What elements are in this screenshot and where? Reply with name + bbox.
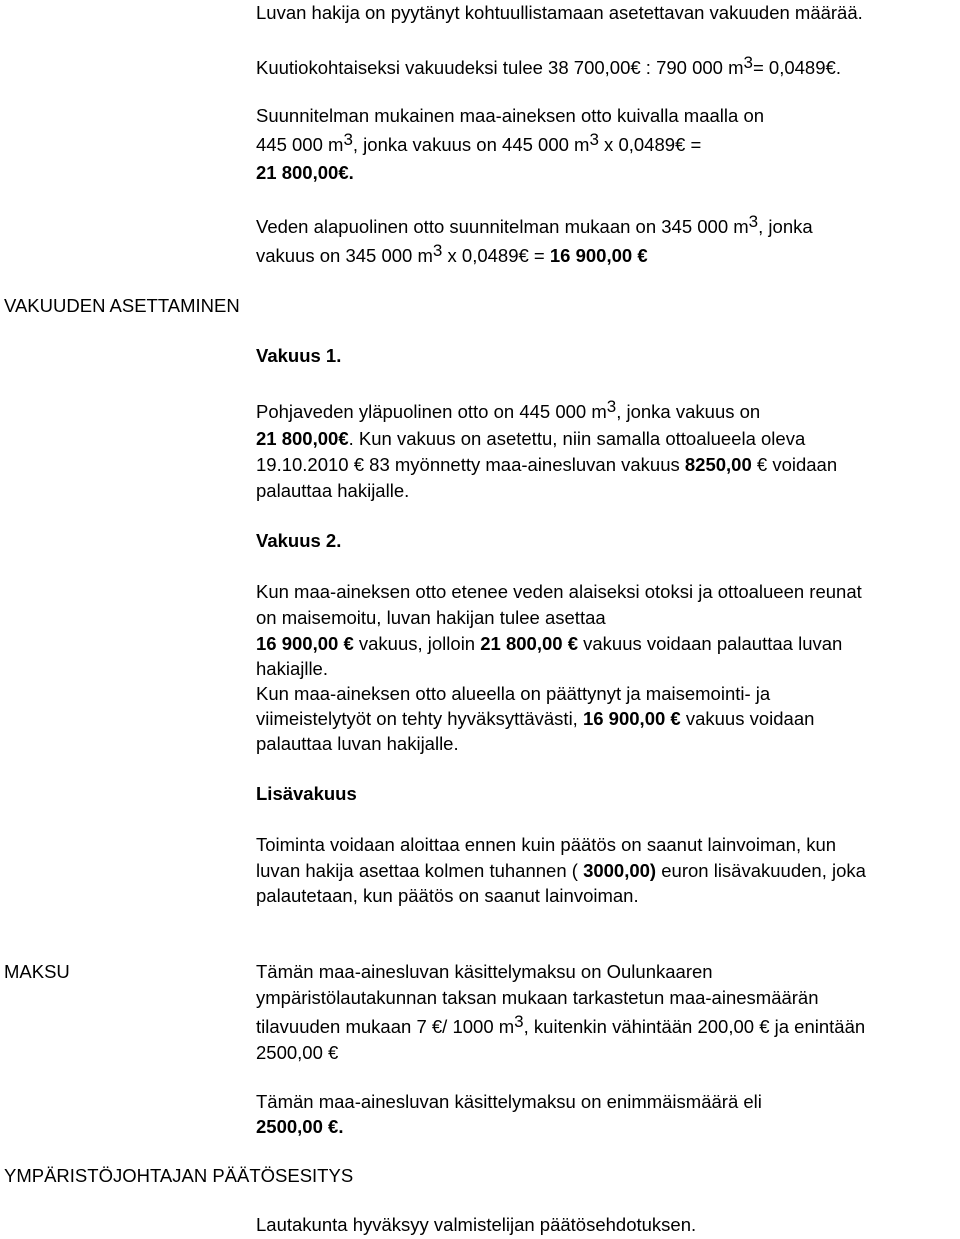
text-span: . Kun vakuus on asetettu, niin samalla ottoalueela oleva	[348, 428, 806, 449]
amount: 2500,00	[256, 1116, 323, 1137]
heading-text: Vakuus 1.	[256, 345, 342, 366]
superscript: 3	[432, 241, 443, 260]
text-span: x 0,0489	[442, 245, 519, 266]
euro-symbol: €	[353, 454, 365, 475]
euro-symbol: €	[343, 633, 354, 654]
text-span: , jonka vakuus on 445 000 m	[352, 134, 590, 155]
amount: 21 800,00	[256, 428, 339, 449]
paragraph-line	[256, 1114, 343, 1140]
euro-symbol: €	[630, 57, 641, 78]
paragraph-line: palautetaan, kun päätös on saanut lainvoiman.	[256, 885, 639, 906]
paragraph-line: palauttaa luvan hakijalle.	[256, 733, 459, 754]
paragraph-line: on maisemoitu, luvan hakijan tulee asettaa	[256, 607, 606, 628]
text-span: =	[528, 245, 550, 266]
amount: 3000,00)	[583, 860, 657, 881]
paragraph-line: Suunnitelman mukainen maa-aineksen otto kuivalla maalla on	[256, 105, 765, 126]
amount: 16 900,00	[256, 633, 339, 654]
text-span: .	[338, 1116, 344, 1137]
text-span: 19.10.2010	[256, 454, 349, 475]
text-span: vakuus voidaan	[680, 708, 815, 729]
text-span: ja enintään	[769, 1016, 866, 1037]
paragraph-line	[256, 452, 837, 478]
text-span: Veden alapuolinen otto suunnitelman mukaan on 345 000 m	[256, 216, 749, 237]
text-span: , jonka	[758, 216, 813, 237]
superscript: 3	[606, 397, 617, 416]
text-span: : 790 000 m	[640, 57, 744, 78]
amount: 16 900,00	[582, 708, 666, 729]
section-label-ymparistojohtajan-paatosesitys: YMPÄRISTÖJOHTAJAN PÄÄTÖSESITYS	[4, 1165, 354, 1186]
paragraph-line	[256, 160, 354, 186]
section-heading	[256, 781, 357, 807]
superscript: 3	[748, 212, 759, 231]
superscript: 3	[343, 130, 353, 149]
text-span: x 0,0489	[598, 134, 676, 155]
euro-symbol: €	[670, 708, 681, 729]
paragraph-line	[256, 132, 701, 158]
text-span: , kuitenkin vähintään 200,00	[523, 1016, 755, 1037]
euro-symbol: €	[825, 57, 836, 78]
heading-text: Vakuus 2.	[256, 530, 342, 551]
section-label-vakuuden-asettaminen: VAKUUDEN ASETTAMINEN	[4, 295, 240, 316]
section-label-maksu: MAKSU	[4, 961, 70, 982]
amount: 8250,00	[684, 454, 752, 475]
text-span: .	[835, 57, 841, 78]
text-span: 83 myönnetty maa-ainesluvan vakuus	[364, 454, 685, 475]
amount: 21 800,00	[256, 162, 339, 183]
heading-text: Lisävakuus	[256, 783, 357, 804]
euro-symbol: €	[338, 428, 349, 449]
section-heading	[256, 343, 341, 369]
paragraph-line: Kun maa-aineksen otto etenee veden alaiseksi otoksi ja ottoalueen reunat	[256, 581, 862, 602]
amount: 2500,00	[256, 1042, 323, 1063]
paragraph-line: Luvan hakija on pyytänyt kohtuullistamaan asetettavan vakuuden määrää.	[256, 2, 863, 23]
paragraph-line: Tämän maa-ainesluvan käsittelymaksu on enimmäismäärä eli	[256, 1091, 762, 1112]
amount: 21 800,00	[480, 633, 563, 654]
amount: 16 900,00	[549, 245, 633, 266]
euro-symbol: €	[338, 162, 349, 183]
text-span: =	[685, 134, 702, 155]
text-span: viimeistelytyöt on tehty hyväksyttävästi,	[256, 708, 583, 729]
text-span: .	[348, 162, 354, 183]
text-span: / 1000 m	[442, 1016, 515, 1037]
paragraph-line	[256, 1040, 338, 1066]
euro-symbol: €	[518, 245, 529, 266]
text-span: vakuus, jolloin	[353, 633, 481, 654]
text-span: = 0,0489	[752, 57, 826, 78]
paragraph-line: Toiminta voidaan aloittaa ennen kuin päätös on saanut lainvoiman, kun	[256, 834, 837, 855]
paragraph-line	[256, 426, 805, 452]
euro-symbol: €	[637, 245, 648, 266]
paragraph-line: Kun maa-aineksen otto alueella on päättynyt ja maisemointi- ja	[256, 683, 771, 704]
superscript: 3	[743, 53, 753, 72]
euro-symbol: €	[567, 633, 578, 654]
paragraph-line: ympäristölautakunnan taksan mukaan tarkastetun maa-ainesmäärän	[256, 987, 819, 1008]
paragraph-line: hakiajlle.	[256, 658, 328, 679]
text-span: luvan hakija asettaa kolmen tuhannen (	[256, 860, 584, 881]
paragraph-line	[256, 706, 814, 732]
paragraph-line	[256, 399, 760, 425]
superscript: 3	[514, 1012, 524, 1031]
text-span: voidaan	[767, 454, 838, 475]
text-span: Kuutiokohtaiseksi vakuudeksi tulee 38 700,00	[256, 57, 631, 78]
text-span: Pohjaveden yläpuolinen otto on 445 000 m	[256, 401, 607, 422]
paragraph-line	[256, 55, 841, 81]
euro-symbol: €	[675, 134, 686, 155]
euro-symbol: €	[431, 1016, 443, 1037]
euro-symbol: €	[328, 1042, 339, 1063]
paragraph-line	[256, 1014, 865, 1040]
text-span: , jonka vakuus on	[616, 401, 761, 422]
paragraph-line	[256, 631, 842, 657]
paragraph-line	[256, 214, 813, 240]
paragraph-line: Lautakunta hyväksyy valmistelijan päätösehdotuksen.	[256, 1214, 697, 1235]
euro-symbol: €	[759, 1016, 770, 1037]
text-span: vakuus voidaan palauttaa luvan	[577, 633, 843, 654]
euro-symbol: €	[328, 1116, 339, 1137]
section-heading	[256, 528, 341, 554]
text-span: 445 000 m	[256, 134, 344, 155]
paragraph-line: Tämän maa-ainesluvan käsittelymaksu on Oulunkaaren	[256, 961, 713, 982]
text-span: vakuus on 345 000 m	[256, 245, 433, 266]
euro-symbol: €	[756, 454, 768, 475]
text-span: tilavuuden mukaan 7	[256, 1016, 427, 1037]
text-span: euron lisävakuuden, joka	[656, 860, 866, 881]
paragraph-line	[256, 243, 648, 269]
paragraph-line: palauttaa hakijalle.	[256, 480, 410, 501]
paragraph-line	[256, 858, 866, 884]
superscript: 3	[589, 130, 599, 149]
